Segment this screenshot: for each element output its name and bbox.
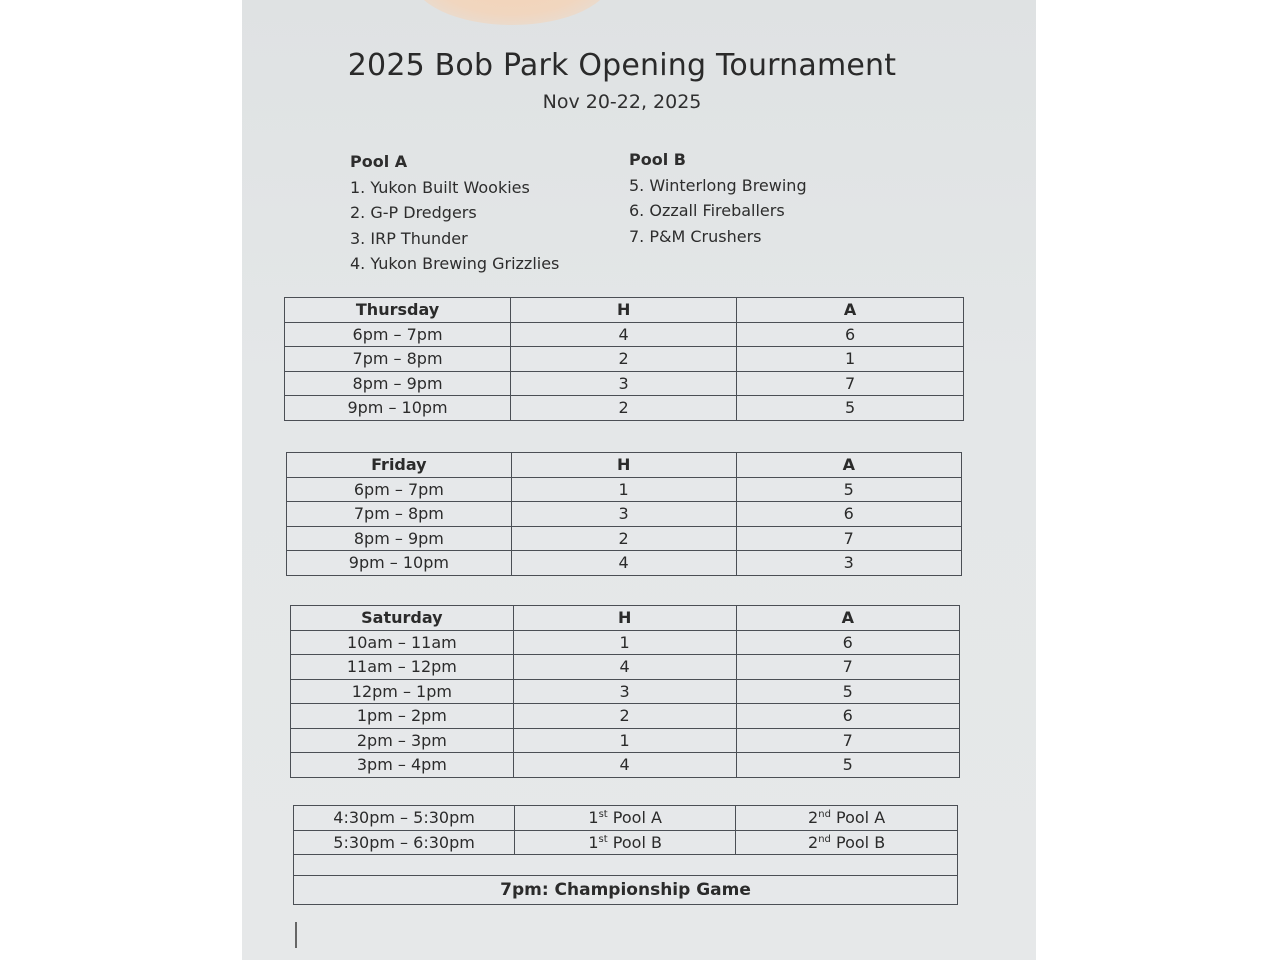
camera-glare xyxy=(412,0,612,25)
day-header: Thursday xyxy=(285,298,511,323)
table-row xyxy=(287,502,962,527)
pool-b-list xyxy=(629,147,807,249)
away-team: 6 xyxy=(737,322,964,347)
away-team: 5 xyxy=(736,753,959,778)
home-seed: 1st Pool B xyxy=(515,830,736,855)
blank-cell xyxy=(294,855,958,876)
table-row xyxy=(294,806,958,831)
home-team: 2 xyxy=(513,704,736,729)
game-time: 11am – 12pm xyxy=(291,655,514,680)
championship-row xyxy=(294,876,958,905)
away-team: 7 xyxy=(736,526,961,551)
away-team: 3 xyxy=(736,551,961,576)
pool-a-list xyxy=(350,149,559,277)
away-team: 6 xyxy=(736,704,959,729)
home-header: H xyxy=(513,606,736,631)
away-header: A xyxy=(737,298,964,323)
home-team: 2 xyxy=(511,396,737,421)
playoff-schedule-table xyxy=(293,805,958,905)
away-team: 5 xyxy=(736,679,959,704)
pool-a-team: 1. Yukon Built Wookies xyxy=(350,177,530,197)
championship-game: 7pm: Championship Game xyxy=(294,876,958,905)
home-team: 1 xyxy=(513,630,736,655)
pool-b-team: 7. P&M Crushers xyxy=(629,226,762,246)
game-time: 12pm – 1pm xyxy=(291,679,514,704)
away-team: 1 xyxy=(737,347,964,372)
game-time: 8pm – 9pm xyxy=(285,371,511,396)
away-header: A xyxy=(736,606,959,631)
game-time: 6pm – 7pm xyxy=(287,477,512,502)
table-row xyxy=(291,704,960,729)
game-time: 9pm – 10pm xyxy=(287,551,512,576)
away-team: 5 xyxy=(737,396,964,421)
table-row xyxy=(285,371,964,396)
game-time: 8pm – 9pm xyxy=(287,526,512,551)
thursday-schedule-table xyxy=(284,297,964,421)
day-header: Saturday xyxy=(291,606,514,631)
table-header-row xyxy=(287,453,962,478)
tournament-dates: Nov 20-22, 2025 xyxy=(542,91,702,113)
friday-schedule-table xyxy=(286,452,962,576)
table-row xyxy=(285,396,964,421)
text-cursor xyxy=(295,922,297,948)
home-team: 1 xyxy=(513,728,736,753)
away-header: A xyxy=(736,453,961,478)
game-time: 7pm – 8pm xyxy=(285,347,511,372)
game-time: 7pm – 8pm xyxy=(287,502,512,527)
game-time: 4:30pm – 5:30pm xyxy=(294,806,515,831)
table-row xyxy=(294,830,958,855)
home-team: 4 xyxy=(511,322,737,347)
table-row xyxy=(291,655,960,680)
away-team: 7 xyxy=(736,728,959,753)
pool-b-heading: Pool B xyxy=(629,150,686,169)
table-row xyxy=(285,322,964,347)
away-team: 7 xyxy=(737,371,964,396)
day-header: Friday xyxy=(287,453,512,478)
pool-a-heading: Pool A xyxy=(350,152,408,171)
away-team: 6 xyxy=(736,630,959,655)
table-row xyxy=(287,477,962,502)
pool-b-team: 6. Ozzall Fireballers xyxy=(629,201,785,220)
table-header-row xyxy=(291,606,960,631)
away-team: 7 xyxy=(736,655,959,680)
table-row xyxy=(291,630,960,655)
pool-b-team: 5. Winterlong Brewing xyxy=(629,175,807,195)
home-team: 4 xyxy=(511,551,736,576)
game-time: 2pm – 3pm xyxy=(291,728,514,753)
game-time: 10am – 11am xyxy=(291,630,514,655)
away-team: 6 xyxy=(736,502,961,527)
home-team: 1 xyxy=(511,477,736,502)
home-team: 4 xyxy=(513,655,736,680)
pool-a-team: 2. G-P Dredgers xyxy=(350,203,477,222)
game-time: 6pm – 7pm xyxy=(285,322,511,347)
home-team: 3 xyxy=(513,679,736,704)
pool-a-team: 3. IRP Thunder xyxy=(350,228,468,248)
table-header-row xyxy=(285,298,964,323)
table-row xyxy=(291,728,960,753)
home-header: H xyxy=(511,453,736,478)
home-team: 3 xyxy=(511,371,737,396)
page-title: 2025 Bob Park Opening Tournament xyxy=(347,48,897,83)
home-team: 2 xyxy=(511,526,736,551)
home-team: 2 xyxy=(511,347,737,372)
away-team: 5 xyxy=(736,477,961,502)
table-row xyxy=(287,551,962,576)
game-time: 1pm – 2pm xyxy=(291,704,514,729)
home-seed: 1st Pool A xyxy=(515,806,736,831)
game-time: 9pm – 10pm xyxy=(285,396,511,421)
document-page xyxy=(242,0,1036,960)
away-seed: 2nd Pool A xyxy=(736,806,958,831)
table-row xyxy=(291,753,960,778)
pool-a-team: 4. Yukon Brewing Grizzlies xyxy=(350,254,560,273)
game-time: 3pm – 4pm xyxy=(291,753,514,778)
blank-row xyxy=(294,855,958,876)
game-time: 5:30pm – 6:30pm xyxy=(294,830,515,855)
table-row xyxy=(291,679,960,704)
table-row xyxy=(287,526,962,551)
away-seed: 2nd Pool B xyxy=(736,830,958,855)
saturday-schedule-table xyxy=(290,605,960,778)
home-header: H xyxy=(511,298,737,323)
table-row xyxy=(285,347,964,372)
home-team: 3 xyxy=(511,502,736,527)
home-team: 4 xyxy=(513,753,736,778)
